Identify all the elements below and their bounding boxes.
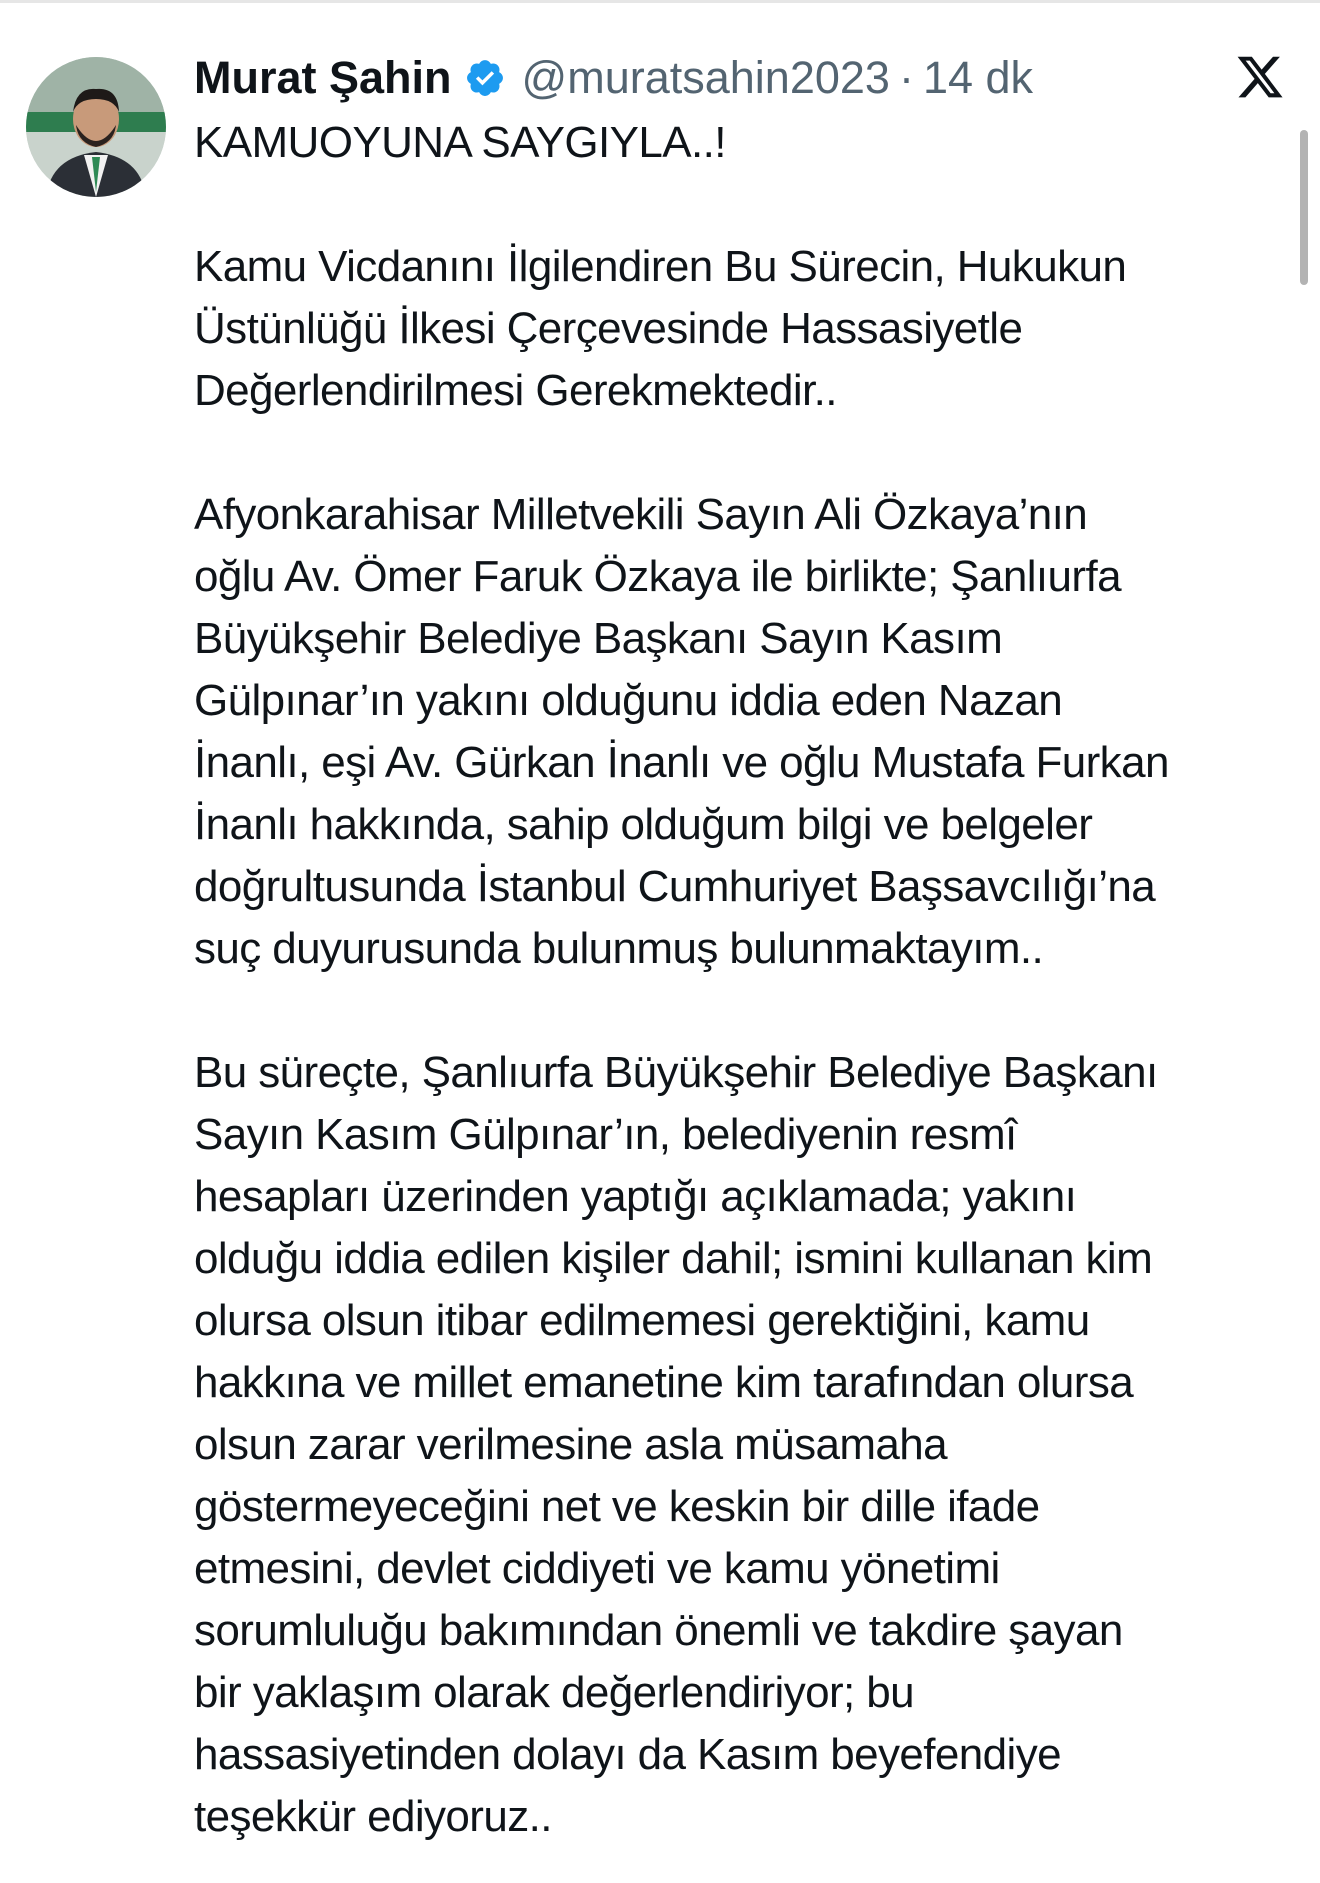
text-line: göstermeyeceğini net ve keskin bir dille ifade — [194, 1482, 1040, 1531]
tweet-text — [194, 112, 1284, 1848]
text-line: Büyükşehir Belediye Başkanı Sayın Kasım — [194, 614, 1003, 663]
author-handle[interactable]: @muratsahin2023 — [521, 52, 890, 103]
tweet-paragraph-2 — [194, 236, 1284, 422]
avatar[interactable] — [26, 57, 166, 197]
text-line: İnanlı, eşi Av. Gürkan İnanlı ve oğlu Mustafa Furkan — [194, 738, 1169, 787]
text-line: Afyonkarahisar Milletvekili Sayın Ali Özkaya’nın — [194, 490, 1088, 539]
text-line: hakkına ve millet emanetine kim tarafından olursa — [194, 1358, 1134, 1407]
text-line: olsun zarar verilmesine asla müsamaha — [194, 1420, 948, 1469]
text-line: Üstünlüğü İlkesi Çerçevesinde Hassasiyetle — [194, 304, 1023, 353]
tweet-paragraph-4 — [194, 1042, 1284, 1848]
text-line: etmesini, devlet ciddiyeti ve kamu yönetimi — [194, 1544, 1000, 1593]
text-line: Değerlendirilmesi Gerekmektedir.. — [194, 366, 837, 415]
text-line: olursa olsun itibar edilmemesi gerektiğini, kamu — [194, 1296, 1090, 1345]
text-line: suç duyurusunda bulunmuş bulunmaktayım.. — [194, 924, 1044, 973]
text-line: bir yaklaşım olarak değerlendiriyor; bu — [194, 1668, 915, 1717]
text-line: İnanlı hakkında, sahip olduğum bilgi ve belgeler — [194, 800, 1093, 849]
text-line: hassasiyetinden dolayı da Kasım beyefendiye — [194, 1730, 1061, 1779]
timestamp[interactable]: 14 dk — [922, 52, 1034, 103]
text-line: teşekkür ediyoruz.. — [194, 1792, 552, 1841]
separator-dot: · — [898, 52, 914, 103]
text-line: Bu süreçte, Şanlıurfa Büyükşehir Belediye Başkanı — [194, 1048, 1158, 1097]
text-line: oğlu Av. Ömer Faruk Özkaya ile birlikte; Şanlıurfa — [194, 552, 1121, 601]
text-line: olduğu iddia edilen kişiler dahil; ismini kullanan kim — [194, 1234, 1153, 1283]
text-line: hesapları üzerinden yaptığı açıklamada; yakını — [194, 1172, 1077, 1221]
tweet-header — [194, 46, 1033, 110]
tweet-paragraph-1 — [194, 112, 1284, 174]
text-line: Sayın Kasım Gülpınar’ın, belediyenin resmî — [194, 1110, 1017, 1159]
tweet-paragraph-3 — [194, 484, 1284, 980]
verified-badge-icon — [464, 57, 506, 99]
author-name[interactable]: Murat Şahin — [194, 52, 452, 103]
text-line: sorumluluğu bakımından önemli ve takdire şayan — [194, 1606, 1123, 1655]
top-divider — [0, 0, 1320, 3]
text-line: doğrultusunda İstanbul Cumhuriyet Başsavcılığı’na — [194, 862, 1156, 911]
x-logo-icon[interactable] — [1234, 52, 1286, 102]
scrollbar[interactable] — [1300, 130, 1308, 285]
text-line: KAMUOYUNA SAYGIYLA..! — [194, 118, 726, 167]
text-line: Kamu Vicdanını İlgilendiren Bu Sürecin, Hukukun — [194, 242, 1127, 291]
text-line: Gülpınar’ın yakını olduğunu iddia eden Nazan — [194, 676, 1063, 725]
